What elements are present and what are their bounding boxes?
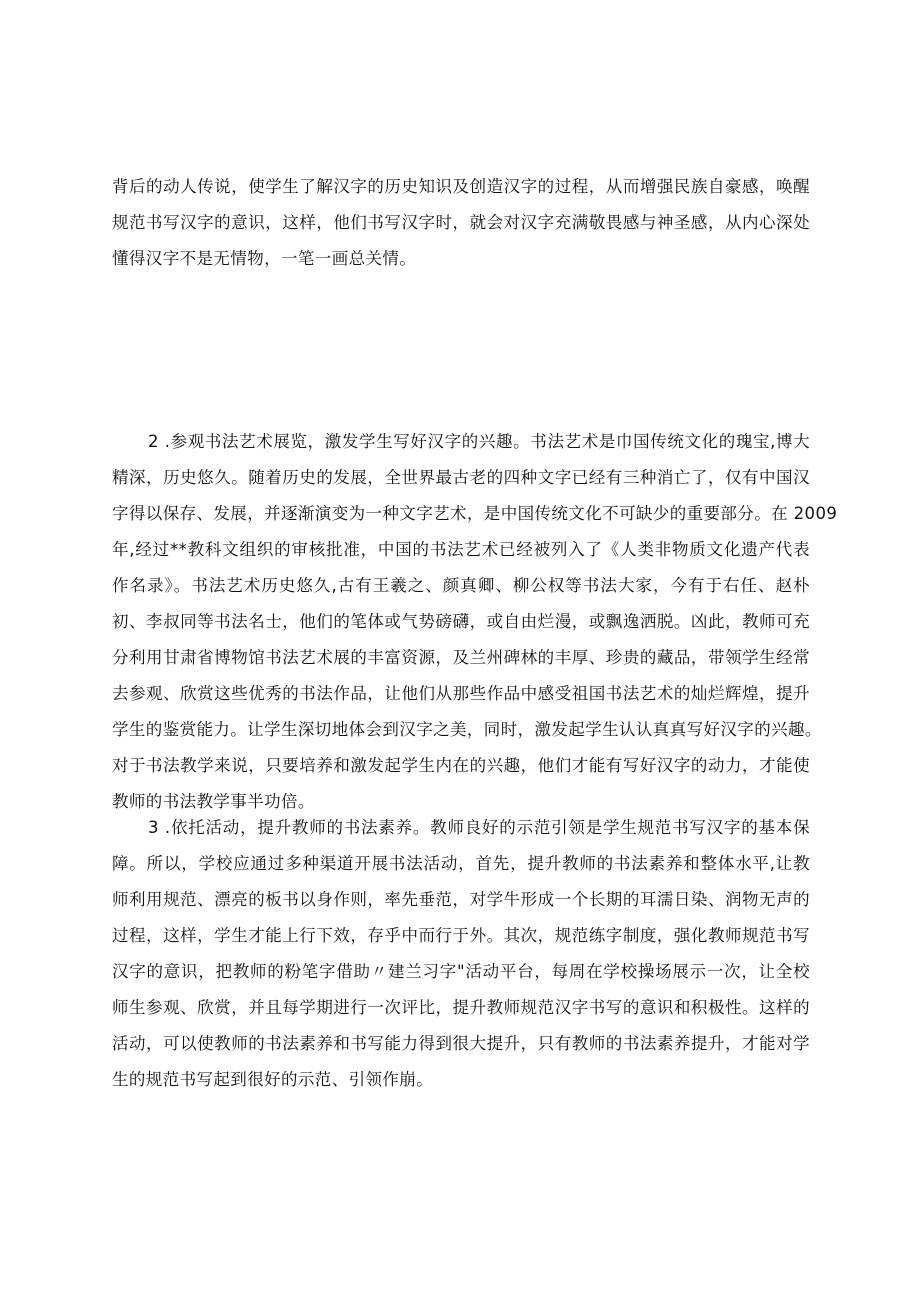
paragraph-line: 过程，这样，学生才能上行下效，存乎中而行于外。其次，规范练字制度，强化教师规范书写: [112, 926, 810, 945]
paragraph-line: 学生的鉴赏能力。让学生深切地体会到汉字之美，同时，激发起学生认认真真写好汉字的兴趣。: [112, 720, 822, 739]
paragraph-line: 2 .参观书法艺术展览，激发学生写好汉字的兴趣。书法艺术是巾国传统文化的瑰宝,博大: [148, 432, 810, 451]
paragraph-line: 生的规范书写起到很好的示范、引领作崩。: [112, 1070, 434, 1089]
paragraph-line: 字得以保存、发展，并逐渐演变为一种文字艺术，是中国传统文化不可缺少的重要部分。在 2009: [112, 504, 838, 523]
paragraph-line: 分利用甘肃省博物馆书法艺术展的丰富资源，及兰州碑林的丰厚、珍贵的藏品，带领学生经常: [112, 648, 810, 667]
paragraph-line: 障。所以，学校应通过多种渠道开展书法活动，首先，提升教师的书法素养和整体水平,让教: [112, 854, 810, 873]
paragraph-line: 精深，历史悠久。随着历史的发展，全世界最古老的四种文字已经有三种消亡了，仅有中国汉: [112, 468, 810, 487]
paragraph-line: 去参观、欣赏这些优秀的书法作品，让他们从那些作品中感受祖国书法艺术的灿烂辉煌，提升: [112, 684, 810, 703]
paragraph-line: 作名录》。书法艺术历史悠久,古有王羲之、颜真卿、柳公权等书法大家，今有于右任、赵朴: [112, 576, 810, 595]
paragraph-line: 汉字的意识，把教师的粉笔字借助〃建兰习字"活动平台，每周在学校操场展示一次，让全校: [112, 962, 810, 981]
paragraph-line: 初、李叔同等书法名士，他们的笔体或气势磅礴，或自由烂漫，或飘逸洒脱。凶此，教师可充: [112, 612, 810, 631]
paragraph-line: 背后的动人传说，使学生了解汉字的历史知识及创造汉字的过程，从而增强民族自豪感，唤醒: [112, 177, 810, 196]
paragraph-line: 懂得汉字不是无情物，一笔一画总关情。: [112, 249, 417, 268]
paragraph-line: 教师的书法教学事半功倍。: [112, 792, 315, 811]
paragraph-line: 活动，可以使教师的书法素养和书写能力得到很大提升，只有教师的书法素养提升，才能对学: [112, 1034, 810, 1053]
paragraph-line: 师利用规范、漂亮的板书以身作则，率先垂范，对学牛形成一个长期的耳濡日染、润物无声的: [112, 890, 810, 909]
paragraph-line: 3 .依托活动，提升教师的书法素养。教师良好的示范引领是学生规范书写汉字的基本保: [148, 818, 810, 837]
paragraph-line: 年,经过**教科文组织的审核批准，中国的书法艺术已经被列入了《人类非物质文化遗产代表: [112, 540, 810, 559]
paragraph-line: 对于书法教学来说，只要培养和激发起学生内在的兴趣，他们才能有写好汉字的动力，才能使: [112, 756, 810, 775]
paragraph-line: 师生参观、欣赏，并且每学期进行一次评比，提升教师规范汉字书写的意识和积极性。这样的: [112, 998, 810, 1017]
paragraph-line: 规范书写汉字的意识，这样，他们书写汉字时，就会对汉字充满敬畏感与神圣感，从内心深处: [112, 213, 810, 232]
